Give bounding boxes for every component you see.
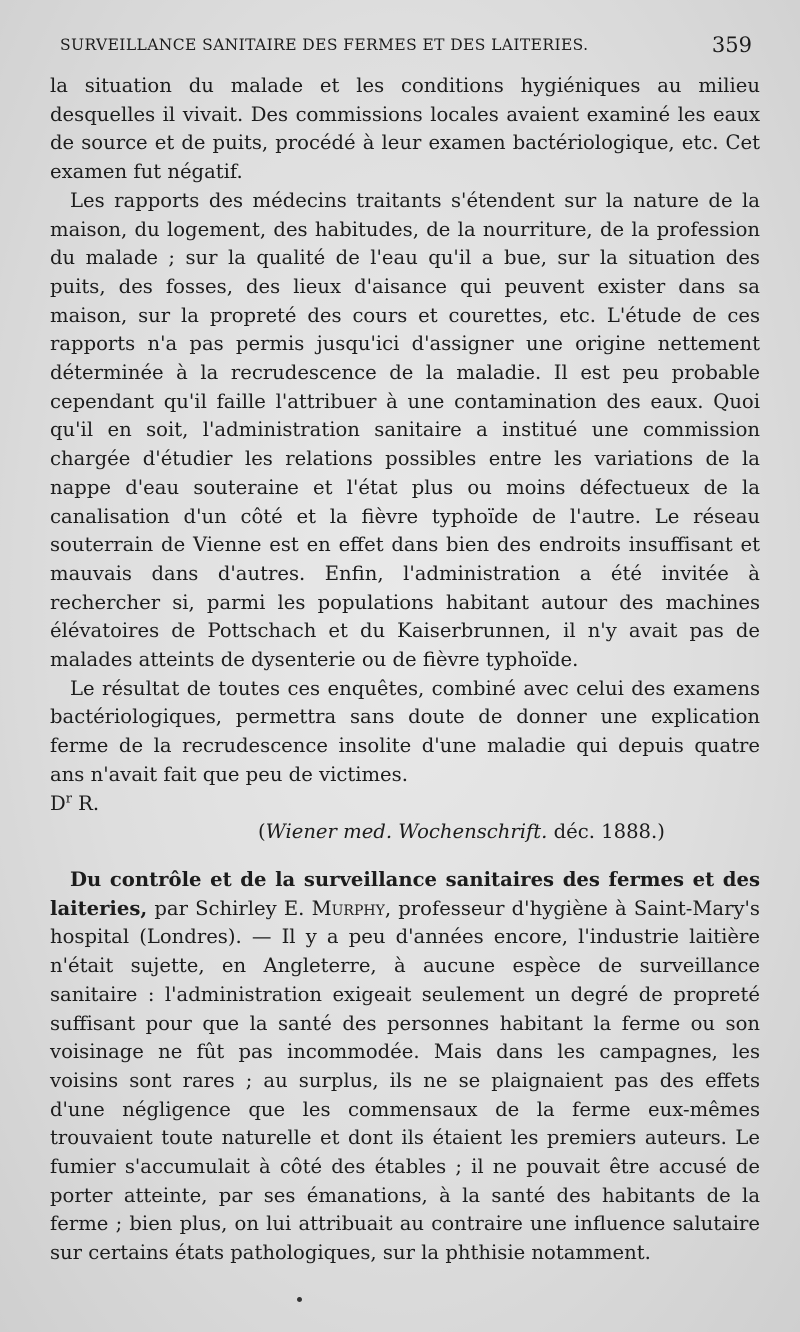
article-body: , professeur d'hygiène à Saint-Mary's hospital (Londres). — Il y a peu d'années encore, l'industrie laitière n'était sujette, en Angleterre, à aucune espèce de surveillance sanitaire : l'administration exigeait seulement un degré de propreté suffisant pour que la santé des personnes habitant la ferme ou son voisinage ne fût pas incommodée. Mais dans les campagnes, les voisins sont rares ; au surplus, ils ne se plaignaient pas des effets d'une négligence que les commensaux de la ferme eux-mêmes trouvaient toute naturelle et dont ils étaient les premiers auteurs. Le fumier s'accumulait à côté des étables ; il ne pouvait être accusé de porter atteinte, par ses émanations, à la santé des habitants de la ferme ; bien plus, on lui attribuait au contraire une influence salutaire sur certains états pathologiques, sur la phthisie notamment. [50,896,760,1265]
article-title: Du contrôle et de la surveillance sanitaires des fermes et des laiteries, [50,867,760,920]
article-paragraph [50,866,760,1268]
source-journal: Wiener med. Wochenschrift. [265,820,548,844]
source-date: déc. 1888.) [553,820,665,844]
running-head [60,33,760,62]
source-open-paren: ( [258,820,266,844]
signature-name: R. [78,791,100,815]
signature-line [50,790,760,819]
page-number: 359 [711,33,752,57]
body-text [50,72,760,1268]
article-author: Murphy [311,896,385,920]
section-gap [50,847,760,866]
running-title: SURVEILLANCE SANITAIRE DES FERMES ET DES LAITERIES. [60,36,589,54]
signature-prefix: D [50,791,66,815]
article-by: par Schirley E. [154,896,305,920]
signature-superscript: r [65,791,72,807]
paragraph-continuation: la situation du malade et les conditions hygiéniques au milieu desquelles il vivait. Des commissions locales avaient examiné les eaux de source et de puits, procédé à leur examen bactériologique, etc. Cet examen fut négatif. [50,74,760,184]
paragraph-reports: Les rapports des médecins traitants s'étendent sur la nature de la maison, du logement, des habitudes, de la nourriture, de la profession du malade ; sur la qualité de l'eau qu'il a bue, sur la situation des puits, des fosses, des lieux d'aisance qui peuvent exister dans sa maison, sur la propreté des cours et courettes, etc. L'étude de ces rapports n'a pas permis jusqu'ici d'assigner une origine nettement déterminée à la recrudescence de la maladie. Il est peu probable cependant qu'il faille l'attribuer à une contamination des eaux. Quoi qu'il en soit, l'administration sanitaire a institué une commission chargée d'étudier les relations possibles entre les variations de la nappe d'eau souteraine et l'état plus ou moins défectueux de la canalisation d'un côté et la fièvre typhoïde de l'autre. Le réseau souterrain de Vienne est en effet dans bien des endroits insuffisant et mauvais dans d'autres. Enfin, l'administration a été invitée à rechercher si, parmi les populations habitant autour des machines élévatoires de Pottschach et du Kaiserbrunnen, il n'y avait pas de malades atteints de dysenterie ou de fièvre typhoïde. [50,188,760,672]
paragraph-results: Le résultat de toutes ces enquêtes, combiné avec celui des examens bactériologiques, permettra sans doute de donner une explication ferme de la recrudescence insolite d'une maladie qui depuis quatre ans n'avait fait que peu de victimes. [50,676,760,786]
page-speck [297,1297,302,1302]
source-citation [50,818,760,847]
